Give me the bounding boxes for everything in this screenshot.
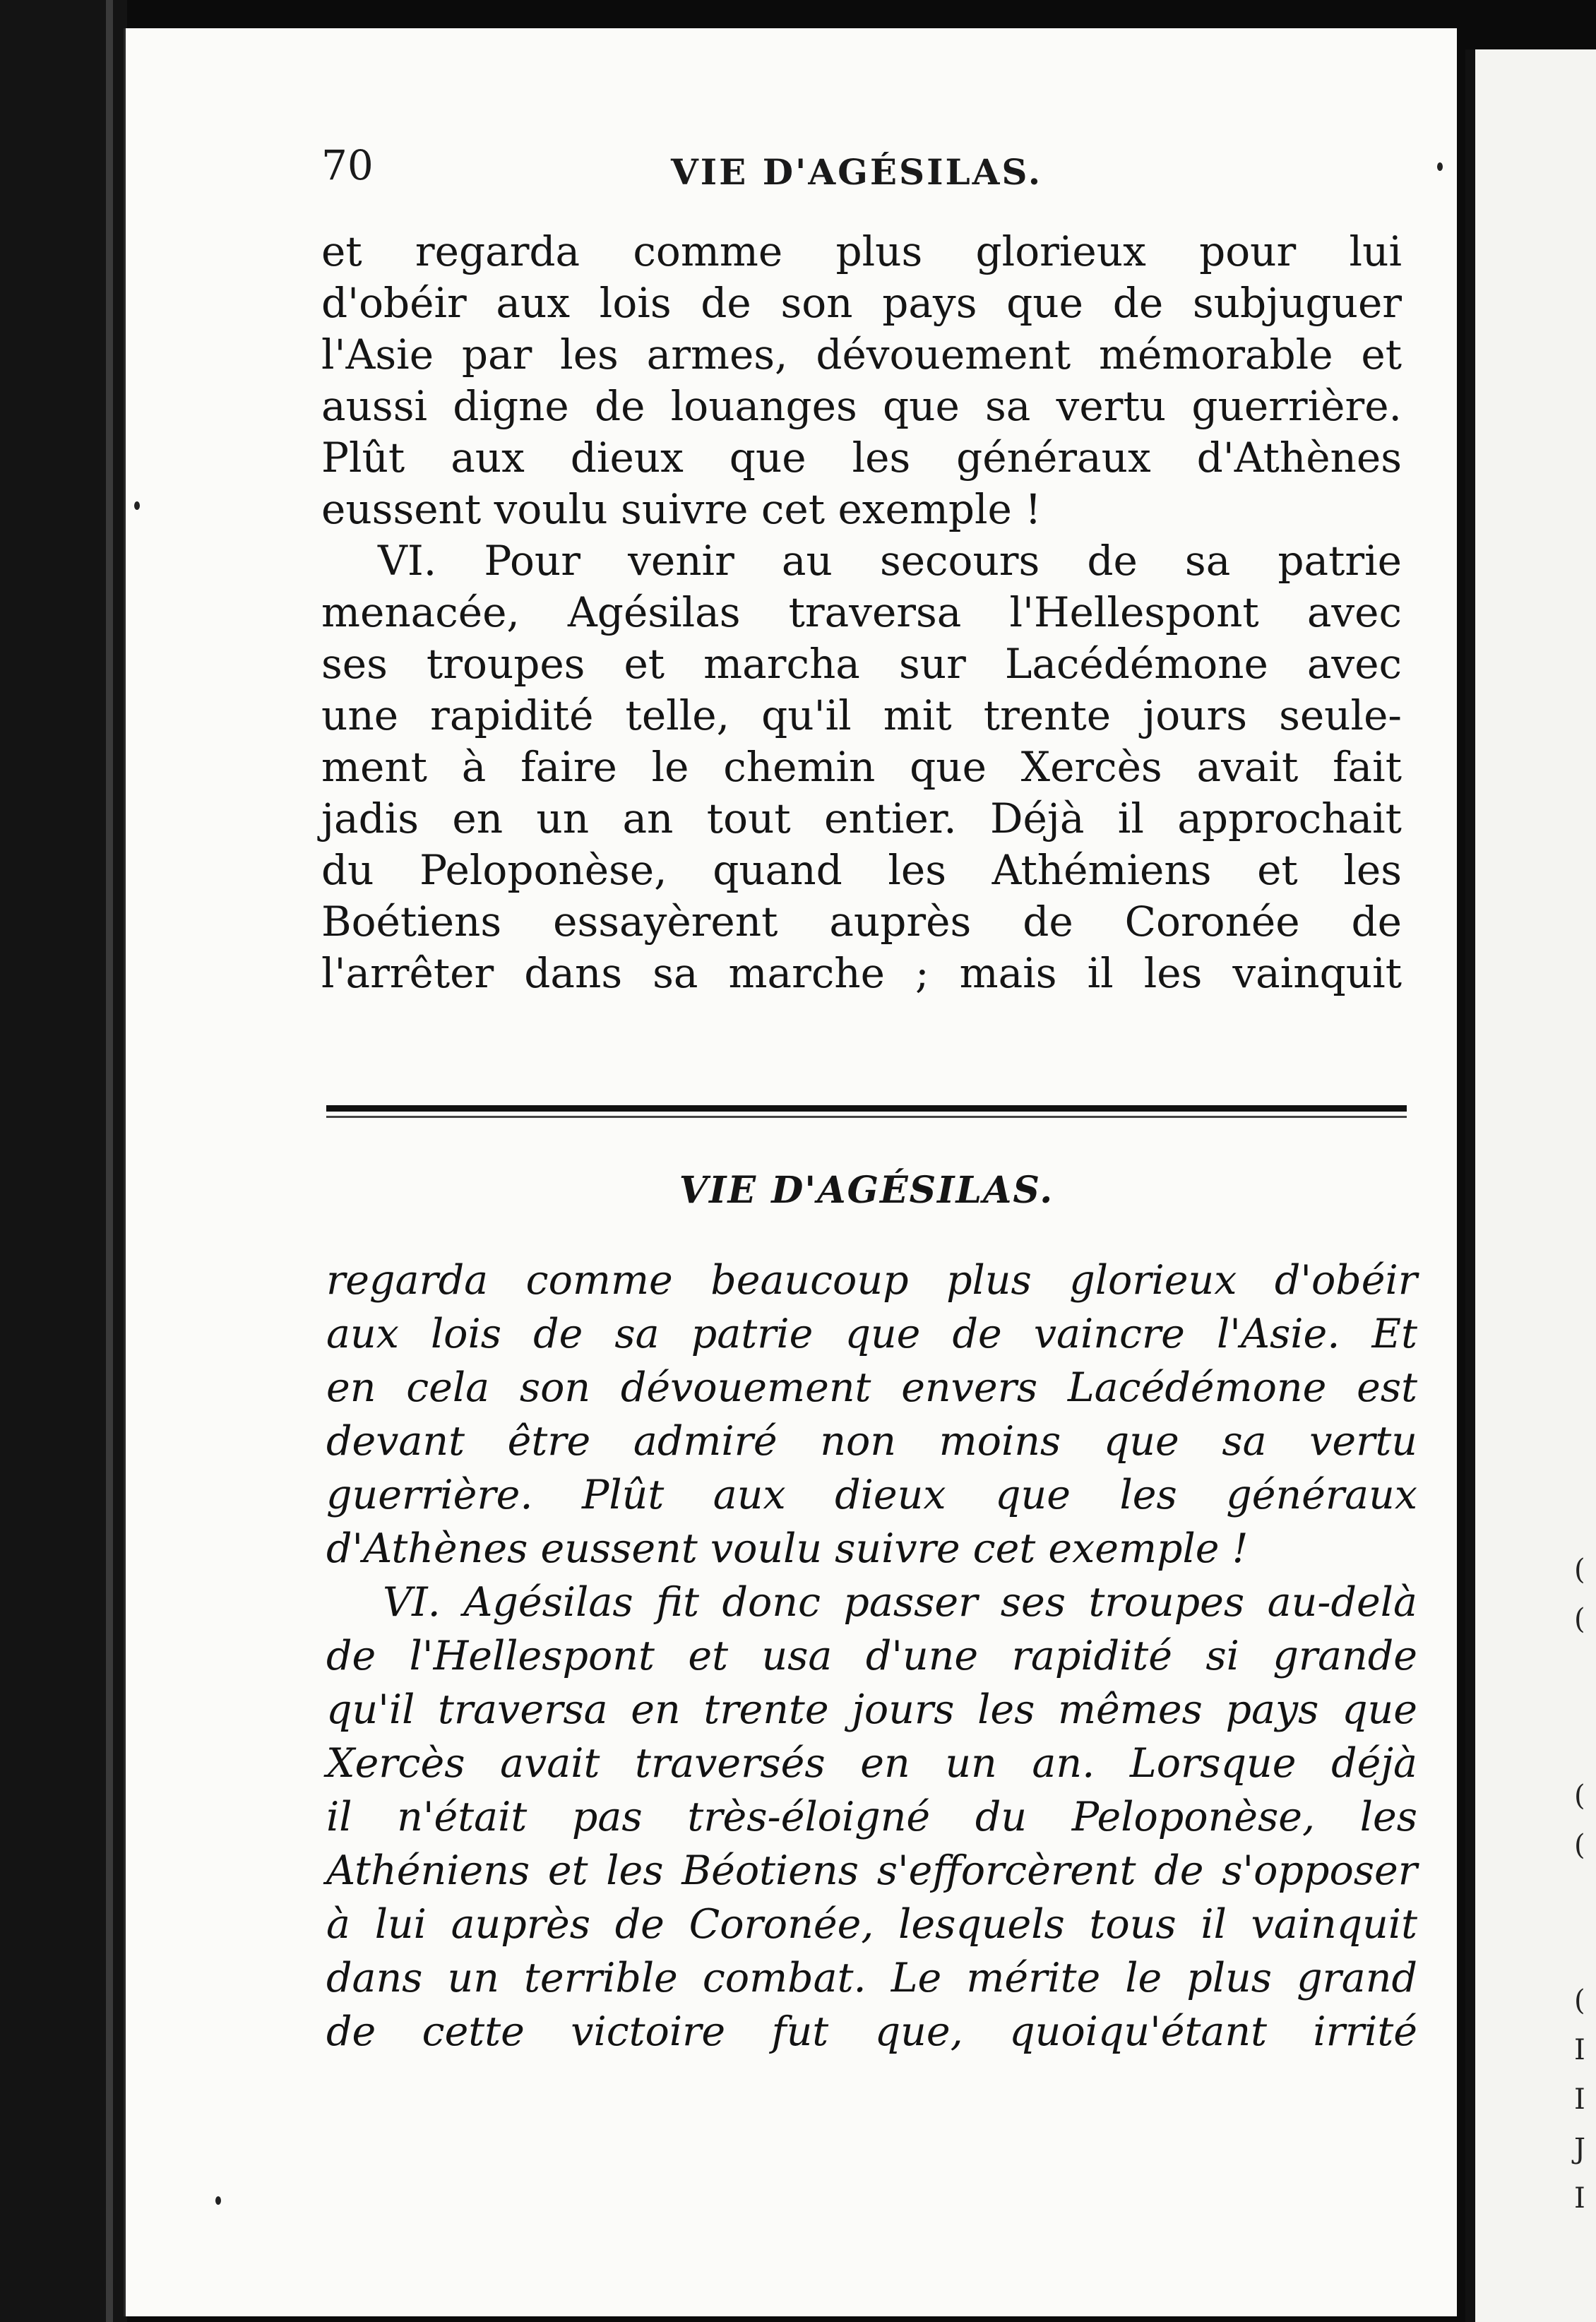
translation-heading: VIE D'AGÉSILAS. [679, 1169, 1054, 1212]
running-head-title: VIE D'AGÉSILAS. [671, 151, 1043, 193]
ink-speck [1437, 162, 1443, 171]
adjacent-page-edge [1465, 49, 1596, 2322]
translation-text-line: Xercès avait traversés en un an. Lorsque déjà [326, 1740, 1417, 1787]
ink-speck [215, 2196, 221, 2205]
adjacent-page-mark: ( [1574, 1603, 1585, 1636]
adjacent-page-mark: I [1574, 2034, 1585, 2066]
french-text-line: ses troupes et marcha sur Lacédémone avec [321, 640, 1402, 688]
french-text-line: menacée, Agésilas traversa l'Hellespont avec [321, 588, 1402, 636]
translation-text-line: VI. Agésilas fit donc passer ses troupes au-delà [383, 1579, 1417, 1626]
translation-text-line: d'Athènes eussent voulu suivre cet exemple ! [326, 1525, 1249, 1572]
binding-edge [106, 0, 113, 2322]
french-text-line: ment à faire le chemin que Xercès avait fait [321, 743, 1402, 791]
ink-speck [134, 501, 140, 510]
french-text-line: eussent voulu suivre cet exemple ! [321, 485, 1042, 533]
running-head [321, 141, 1381, 205]
adjacent-page-mark: ( [1574, 1780, 1585, 1812]
french-text-line: l'arrêter dans sa marche ; mais il les vainquit [321, 949, 1402, 997]
french-text-block [321, 226, 1402, 999]
translation-text-line: de l'Hellespont et usa d'une rapidité si grande [326, 1633, 1417, 1679]
french-text-line: l'Asie par les armes, dévouement mémorable et [321, 331, 1402, 379]
translation-text-line: il n'était pas très-éloigné du Peloponèse, les [326, 1794, 1417, 1840]
translation-text-line: de cette victoire fut que, quoiqu'étant irrité [326, 2008, 1417, 2055]
book-binding [0, 0, 127, 2322]
adjacent-page-mark: J [1574, 2133, 1586, 2165]
adjacent-page-mark: ( [1574, 1554, 1585, 1586]
translation-text-line: guerrière. Plût aux dieux que les généraux [326, 1472, 1417, 1518]
french-text-line: aussi digne de louanges que sa vertu guerrière. [321, 382, 1402, 430]
french-text-line: jadis en un an tout entier. Déjà il approchait [321, 794, 1402, 843]
french-text-line: Plût aux dieux que les généraux d'Athènes [321, 434, 1402, 482]
translation-text-line: dans un terrible combat. Le mérite le plus grand [326, 1955, 1417, 2001]
adjacent-page-mark: ( [1574, 1829, 1585, 1862]
translation-text-line: Athéniens et les Béotiens s'efforcèrent de s'opposer [326, 1847, 1417, 1894]
french-text-line: du Peloponèse, quand les Athémiens et les [321, 846, 1402, 894]
translation-text-line: en cela son dévouement envers Lacédémone est [326, 1364, 1417, 1411]
section-divider-thin [326, 1116, 1407, 1118]
adjacent-page-mark: I [1574, 2083, 1585, 2116]
translation-text-line: devant être admiré non moins que sa vertu [326, 1418, 1417, 1465]
french-text-line: Boétiens essayèrent auprès de Coronée de [321, 898, 1402, 946]
adjacent-page-mark: I [1574, 2182, 1585, 2215]
translation-text-line: regarda comme beaucoup plus glorieux d'obéir [326, 1257, 1417, 1304]
translation-text-block [326, 1254, 1417, 2059]
section-divider [326, 1105, 1407, 1112]
translation-text-line: à lui auprès de Coronée, lesquels tous il vainquit [326, 1901, 1417, 1948]
french-text-line: et regarda comme plus glorieux pour lui [321, 227, 1402, 275]
french-text-line: une rapidité telle, qu'il mit trente jours seule- [321, 691, 1402, 739]
adjacent-page-mark: ( [1574, 1984, 1585, 2017]
page-number: 70 [321, 141, 374, 189]
french-text-line: d'obéir aux lois de son pays que de subjuguer [321, 279, 1402, 327]
translation-text-line: qu'il traversa en trente jours les mêmes pays que [326, 1686, 1417, 1733]
translation-text-line: aux lois de sa patrie que de vaincre l'Asie. Et [326, 1311, 1417, 1357]
french-text-line: VI. Pour venir au secours de sa patrie [378, 537, 1402, 585]
